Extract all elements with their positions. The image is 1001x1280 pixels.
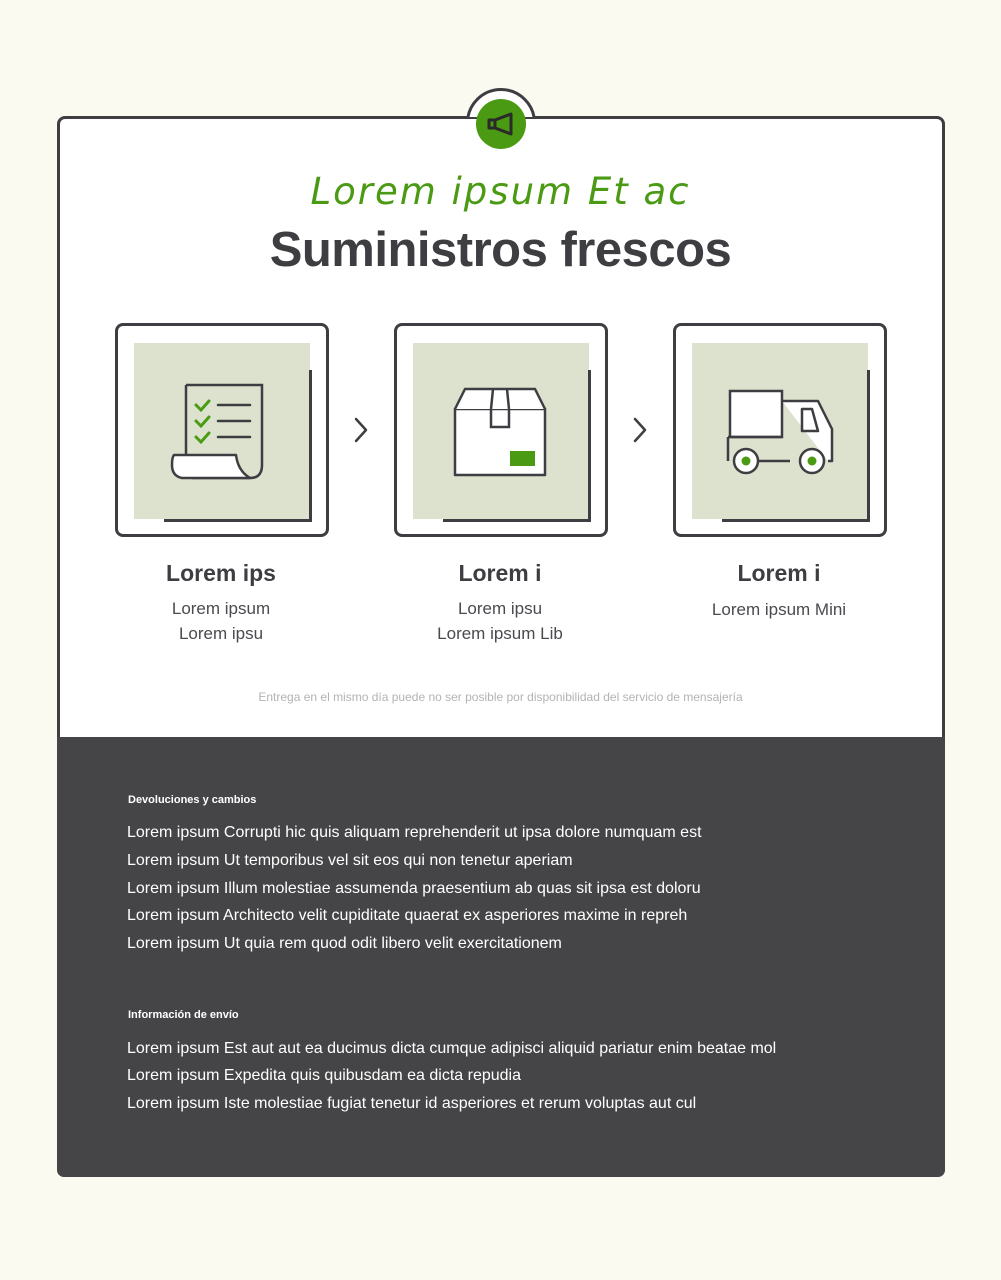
returns-line: Lorem ipsum Ut temporibus vel sit eos qui non tenetur aperiam	[127, 852, 573, 869]
page-title: Suministros frescos	[269, 223, 732, 277]
step-3-line-1: Lorem ipsum Mini	[711, 600, 847, 619]
returns-section-title: Devoluciones y cambios	[128, 794, 257, 806]
package-box-icon	[413, 343, 589, 519]
step-2-line-1: Lorem ipsu	[457, 599, 543, 618]
returns-line: Lorem ipsum Illum molestiae assumenda praesentium ab quas sit ipsa est doloru	[127, 880, 701, 897]
returns-line: Lorem ipsum Architecto velit cupiditate quaerat ex asperiores maxime in repreh	[127, 907, 688, 924]
step-card-checklist	[115, 323, 329, 537]
chevron-right-icon	[630, 415, 650, 445]
shipping-section-title: Información de envío	[128, 1009, 239, 1021]
step-3-title: Lorem i	[737, 560, 821, 586]
shipping-line: Lorem ipsum Est aut aut ea ducimus dicta cumque adipisci aliquid pariatur enim beatae mol	[127, 1040, 777, 1057]
step-2-line-2: Lorem ipsum Lib	[437, 624, 563, 643]
chevron-right-icon	[351, 415, 371, 445]
step-1-line-1: Lorem ipsum	[171, 599, 271, 618]
step-1-title: Lorem ips	[166, 560, 276, 586]
step-card-truck	[673, 323, 887, 537]
checklist-icon	[134, 343, 310, 519]
returns-line: Lorem ipsum Corrupti hic quis aliquam reprehenderit ut ipsa dolore numquam est	[127, 824, 702, 841]
delivery-truck-icon	[692, 343, 868, 519]
shipping-line: Lorem ipsum Iste molestiae fugiat tenetur id asperiores et rerum voluptas aut cul	[127, 1095, 697, 1112]
delivery-disclaimer: Entrega en el mismo día puede no ser posible por disponibilidad del servicio de mensajería	[258, 690, 743, 704]
shipping-line: Lorem ipsum Expedita quis quibusdam ea dicta repudia	[127, 1067, 522, 1084]
step-2-title: Lorem i	[458, 560, 542, 586]
step-1-line-2: Lorem ipsu	[178, 624, 264, 643]
step-card-package	[394, 323, 608, 537]
megaphone-icon	[476, 99, 526, 149]
returns-line: Lorem ipsum Ut quia rem quod odit libero velit exercitationem	[127, 935, 562, 952]
script-subtitle: Lorem ipsum Et ac	[310, 170, 691, 213]
